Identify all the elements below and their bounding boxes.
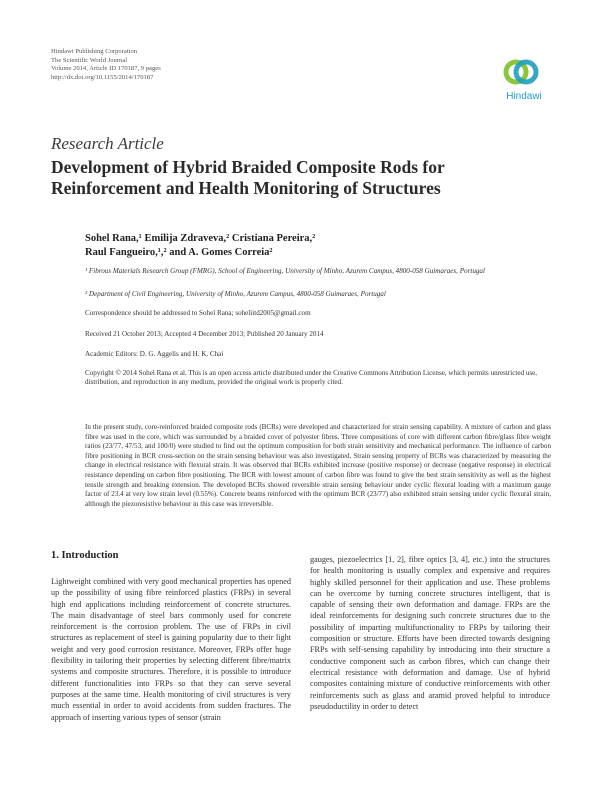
- body-text-right-column: gauges, piezoelectrics [1, 2], fibre optics [3, 4], etc.) into the structures for health monitoring is usually complex and expensive and requires highly skilled personnel for their application and use. These problems can be overcome by turning concrete structures intelligent, that is capable of sensing their own deformation and damage. FRPs are the ideal reinforcements for designing such concrete structures due to the possibility of imparting multifunctionality to FRPs by tailoring their composition or structure. Efforts have been directed towards designing FRPs with self-sensing capability by introducing into their structure a conductive component such as carbon fibres, which can change their electrical resistance with deformation and damage. Use of hybrid composites containing mixture of conductive reinforcements with other reinforcements such as glass and aramid proved helpful to introduce pseudoductility in order to detect: [310, 555, 550, 711]
- affiliation-2: ² Department of Civil Engineering, University of Minho, Azurem Campus, 4800-058 Guimaraes, Portugal: [85, 290, 386, 298]
- affiliation-1: ¹ Fibrous Materials Research Group (FMRG), School of Engineering, University of Minho, Azurem Campus, 4800-058 Guimaraes, Portugal: [85, 267, 485, 275]
- journal-header: [51, 48, 161, 82]
- abstract: In the present study, core-reinforced braided composite rods (BCRs) were developed and characterized for strain sensing capability. A mixture of carbon and glass fibre was used in the core, which was surrounded by a braided cover of polyester fibres. Three compositions of core with different carbon fibre/glass fibre weight ratios (23/77, 47/53, and 100/0) were studied to find out the optimum composition for both strain sensitivity and mechanical performance. The influence of carbon fibre positioning in BCR cross-section on the strain sensing behaviour was also investigated. Strain sensing property of BCRs was characterized by measuring the change in electrical resistance with flexural strain. It was observed that BCRs exhibited increase (positive response) or decrease (negative response) in electrical resistance depending on carbon fibre positioning. The BCR with lowest amount of carbon fibre was found to give the best strain sensitivity as well as the highest tensile strength and breaking extension. The developed BCRs showed reversible strain sensing behaviour under cyclic flexural loading with a maximum gauge factor of 23.4 at very low strain level (0.55%). Concrete beams reinforced with the optimum BCR (23/77) also exhibited strain sensing under cyclic flexural strain, although the piezoresistive behaviour in this case was irreversible.: [85, 423, 551, 508]
- doi-link[interactable]: http://dx.doi.org/10.1155/2014/170187: [51, 73, 154, 81]
- author-list: [85, 232, 525, 260]
- logo-wordmark: Hindawi: [506, 91, 542, 102]
- authors-line-2: Raul Fangueiro,¹,² and A. Gomes Correia²: [85, 247, 273, 258]
- body-text-left-column: Lightweight combined with very good mechanical properties has opened up the possibility of using fibre reinforced plastics (FRPs) in several high end applications including reinforcement of concrete structures. The main disadvantage of steel bars commonly used for concrete reinforcement is the corrosion problem. The use of FRPs in civil structures as replacement of steel is gaining popularity due to their light weight and very good corrosion resistance. Moreover, FRPs offer huge flexibility in tailoring their properties by selecting different fibre/matrix systems and composite structures. Therefore, it is possible to introduce different functionalities into FRPs so that they can serve several purposes at the same time. Health monitoring of civil structures is very much essential in order to avoid accidents from sudden fractures. The approach of inserting various types of sensor (strain: [51, 577, 291, 722]
- volume-line: Volume 2014, Article ID 170187, 9 pages: [51, 65, 161, 73]
- section-heading: 1. Introduction: [51, 550, 119, 561]
- publisher-line: Hindawi Publishing Corporation: [51, 48, 138, 55]
- article-type: Research Article: [51, 134, 164, 153]
- journal-name: The Scientific World Journal: [51, 56, 128, 64]
- academic-editors: Academic Editors: D. G. Aggelis and H. K. Chai: [85, 350, 224, 358]
- copyright-notice: Copyright © 2014 Sohel Rana et al. This is an open access article distributed under the Creative Commons Attribution License, which permits unrestricted use, distribution, and reproduction in any medium, provided the original work is properly cited.: [85, 369, 538, 386]
- authors-line-1: Sohel Rana,¹ Emilija Zdraveva,² Cristiana Pereira,²: [85, 233, 316, 244]
- paper-title: Development of Hybrid Braided Composite Rods for Reinforcement and Health Monitoring of Structures: [51, 157, 445, 198]
- publication-dates: Received 21 October 2013; Accepted 4 December 2013; Published 20 January 2014: [85, 330, 324, 338]
- correspondence: Correspondence should be addressed to Sohel Rana; soheliitd2005@gmail.com: [85, 309, 311, 317]
